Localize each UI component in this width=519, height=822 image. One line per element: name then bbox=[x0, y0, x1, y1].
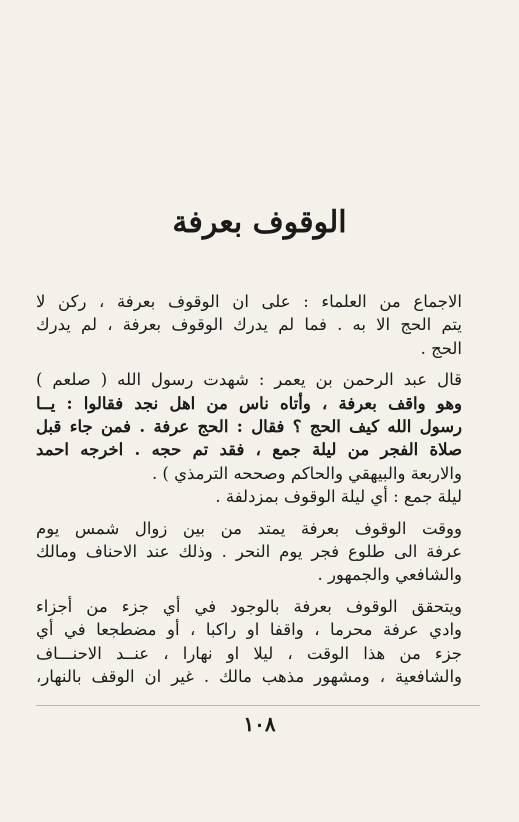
text-line: يتم الحج الا به . فما لم يدرك الوقوف بعرفة ، لم يدرك bbox=[36, 315, 462, 335]
text-line: رسول الله كيف الحج ؟ فقال : الحج عرفة . فمن جاء قبل bbox=[36, 417, 462, 437]
paragraph-definition bbox=[36, 485, 480, 508]
text-line: عرفة الى طلوع فجر يوم النحر . وذلك عند الاحناف ومالك bbox=[36, 542, 462, 562]
paragraph-gap bbox=[36, 509, 480, 517]
text-line: وادي عرفة محرما ، واقفا او راكبا ، أو مضطجعا في أي bbox=[36, 620, 462, 640]
paragraph-gap bbox=[36, 587, 480, 595]
text-line: صلاة الفجر من ليلة جمع ، فقد تم حجه . اخرجه احمد bbox=[36, 440, 462, 460]
text-line: ويتحقق الوقوف بعرفة بالوجود في أي جزء من أجزاء bbox=[36, 596, 462, 616]
page-body bbox=[36, 290, 480, 689]
paragraph-consensus bbox=[36, 290, 480, 360]
text-line: ووقت الوقوف بعرفة يمتد من بين زوال شمس يوم bbox=[36, 518, 462, 538]
page-number: ١٠٨ bbox=[243, 712, 276, 736]
text-line: جزء من هذا الوقت ، ليلا او نهارا ، عنــد الاحنـــاف bbox=[36, 643, 462, 663]
text-line: الاجماع من العلماء : على ان الوقوف بعرفة ، ركن لا bbox=[36, 292, 462, 311]
text-line: والشافعي والجمهور . bbox=[317, 565, 462, 585]
text-line: قال عبد الرحمن بن يعمر : شهدت رسول الله ( صلعم ) bbox=[36, 370, 462, 390]
text-line: والشافعية ، ومشهور مذهب مالك . غير ان الوقف بالنهار، bbox=[36, 667, 462, 687]
paragraph-time bbox=[36, 517, 480, 587]
text-line: الحج . bbox=[420, 338, 462, 358]
paragraph-presence bbox=[36, 595, 480, 689]
text-line: وهو واقف بعرفة ، وأتاه ناس من اهل نجد فقالوا : يــا bbox=[36, 393, 462, 413]
paragraph-hadith bbox=[36, 368, 480, 485]
footer-rule bbox=[36, 705, 480, 706]
paragraph-gap bbox=[36, 360, 480, 368]
text-line: والاربعة والبيهقي والحاكم وصححه الترمذي ) . bbox=[151, 463, 462, 483]
chapter-title: الوقوف بعرفة bbox=[172, 205, 347, 240]
text-line: ليلة جمع : أي ليلة الوقوف بمزدلفة . bbox=[215, 487, 462, 507]
